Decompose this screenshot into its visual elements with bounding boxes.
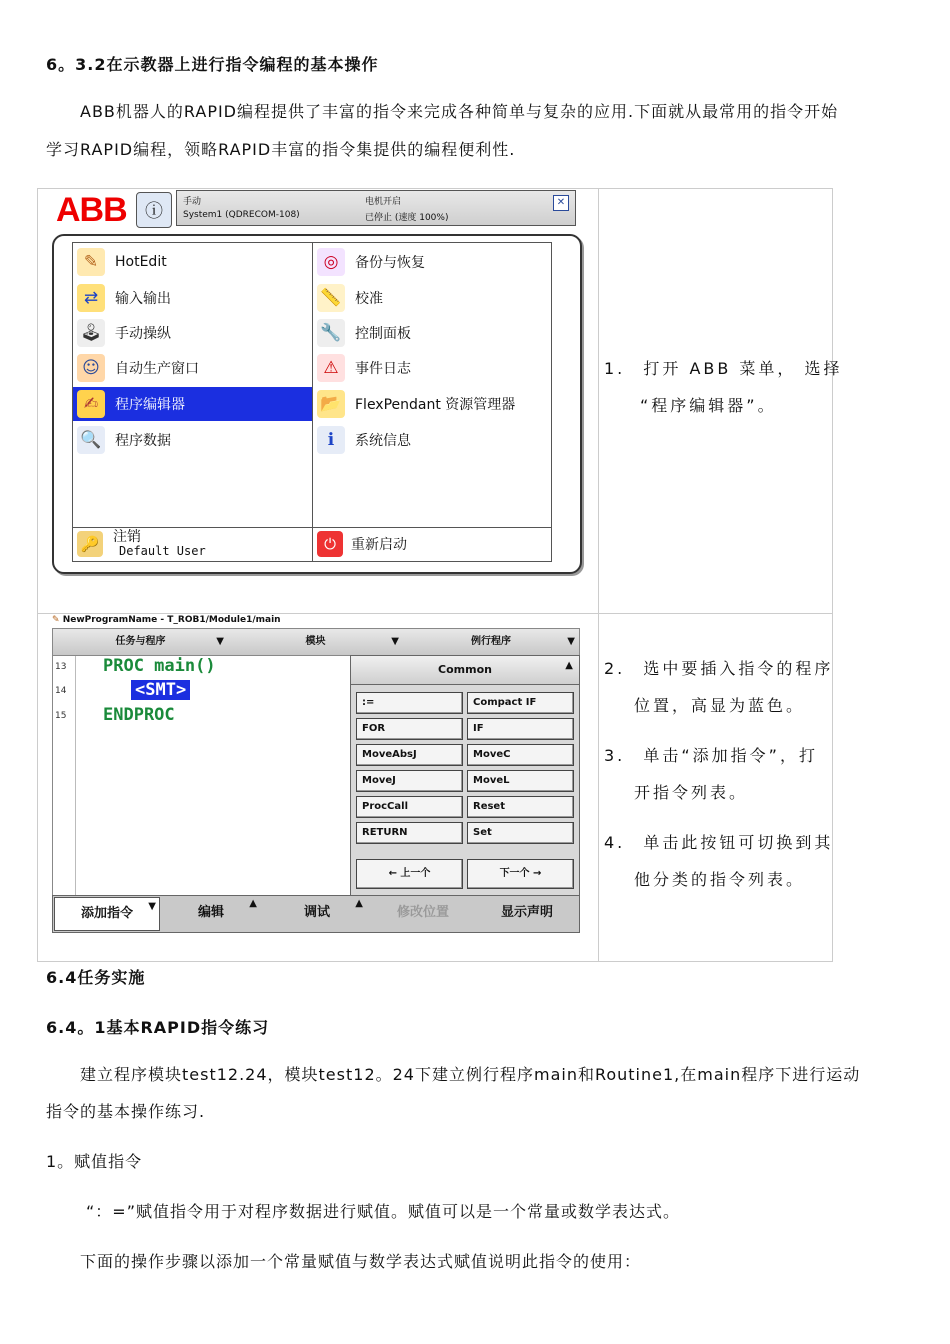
power-icon: ⏻ bbox=[317, 531, 343, 557]
instr-movec[interactable]: MoveC bbox=[467, 744, 574, 766]
line-number: 13 bbox=[55, 662, 67, 672]
col-routine-label: 例行程序 bbox=[471, 636, 511, 647]
editor-bottom-toolbar bbox=[52, 895, 580, 933]
abb-logo[interactable]: ABB bbox=[56, 191, 127, 229]
menu-item-label: 备份与恢复 bbox=[355, 255, 425, 271]
menu-item-calibration[interactable] bbox=[313, 281, 551, 315]
status-state: 已停止 (速度 100%) bbox=[365, 213, 449, 223]
menu-item-event-log[interactable] bbox=[313, 351, 551, 385]
menu-item-backup-restore[interactable] bbox=[313, 245, 551, 279]
show-declaration-tab[interactable]: 显示声明 bbox=[500, 905, 553, 920]
col-module-label: 模块 bbox=[305, 636, 326, 647]
section-heading-632: 6。3.2在示教器上进行指令编程的基本操作 bbox=[46, 55, 379, 74]
next-page-button[interactable]: 下一个 → bbox=[467, 859, 574, 889]
modify-position-tab[interactable]: 修改位置 bbox=[396, 905, 449, 920]
restart-label: 重新启动 bbox=[351, 537, 407, 553]
step3-line2: 开指令列表。 bbox=[634, 783, 749, 802]
instruction-category-label: Common bbox=[438, 663, 492, 676]
chevron-down-icon: ▼ bbox=[391, 636, 399, 647]
instr-reset[interactable]: Reset bbox=[467, 796, 574, 818]
code-line-smt-selected[interactable]: <SMT> bbox=[131, 680, 190, 700]
step4-line1 bbox=[604, 824, 833, 861]
section-heading-641: 6.4。1基本RAPID指令练习 bbox=[46, 1018, 270, 1037]
instruction-panel bbox=[350, 655, 580, 897]
menu-item-label: 手动操纵 bbox=[115, 326, 171, 342]
logout-label: 注销 bbox=[113, 529, 141, 545]
editor-title: NewProgramName - T_ROB1/Module1/main bbox=[62, 615, 281, 625]
menu-item-label: HotEdit bbox=[115, 254, 167, 270]
line-number: 15 bbox=[55, 711, 67, 721]
calibration-icon: 📏 bbox=[317, 284, 345, 312]
step-number: 3. bbox=[604, 746, 626, 765]
menu-item-label: 事件日志 bbox=[355, 361, 411, 377]
event-log-icon: ⚠ bbox=[317, 354, 345, 382]
menu-item-label: 控制面板 bbox=[355, 326, 411, 342]
auto-production-icon: ☺ bbox=[77, 354, 105, 382]
menu-item-program-editor[interactable] bbox=[73, 387, 312, 421]
line-number: 14 bbox=[55, 686, 67, 696]
menu-item-label: 输入输出 bbox=[115, 291, 171, 307]
intro-paragraph-line1: ABB机器人的RAPID编程提供了丰富的指令来完成各种简单与复杂的应用.下面就从最常用的指令开始 bbox=[80, 102, 839, 121]
status-system: System1 (QDRECOM-108) bbox=[183, 210, 300, 220]
prev-page-button[interactable]: ← 上一个 bbox=[356, 859, 463, 889]
menu-item-label: FlexPendant 资源管理器 bbox=[355, 397, 516, 413]
backup-restore-icon: ◎ bbox=[317, 248, 345, 276]
tab-label: 调试 bbox=[303, 905, 330, 920]
chevron-down-icon: ▼ bbox=[216, 636, 224, 647]
chevron-up-icon: ▲ bbox=[565, 660, 573, 671]
chevron-down-icon: ▼ bbox=[567, 636, 575, 647]
status-motor: 电机开启 bbox=[365, 197, 402, 207]
menu-item-jogging[interactable] bbox=[73, 316, 312, 350]
menu-item-io[interactable] bbox=[73, 281, 312, 315]
control-panel-icon: 🔧 bbox=[317, 319, 345, 347]
status-bar bbox=[176, 190, 576, 226]
col-task-label: 任务与程序 bbox=[115, 636, 166, 647]
step-text: 单击“添加指令”，打 bbox=[643, 746, 818, 765]
editor-program-icon: ✎ bbox=[52, 615, 60, 625]
menu-item-flexpendant-explorer[interactable] bbox=[313, 387, 551, 421]
instr-movej[interactable]: MoveJ bbox=[356, 770, 463, 792]
step-text: 单击此按钮可切换到其 bbox=[643, 833, 834, 852]
logout-user: Default User bbox=[119, 544, 206, 558]
instr-compact-if[interactable]: Compact IF bbox=[467, 692, 574, 714]
step2-line1 bbox=[604, 650, 833, 687]
menu-item-label: 自动生产窗口 bbox=[115, 361, 199, 377]
system-info-icon: ℹ bbox=[317, 426, 345, 454]
menu-item-system-info[interactable] bbox=[313, 423, 551, 457]
instr-return[interactable]: RETURN bbox=[356, 822, 463, 844]
menu-item-label: 校准 bbox=[355, 291, 383, 307]
step3-line1 bbox=[604, 737, 818, 774]
code-area[interactable] bbox=[52, 655, 352, 897]
step1-line2: “程序编辑器”。 bbox=[640, 396, 777, 415]
io-arrows-icon: ⇄ bbox=[77, 284, 105, 312]
logout-button[interactable] bbox=[73, 528, 312, 561]
step-number: 4. bbox=[604, 833, 626, 852]
step1-line1 bbox=[604, 350, 843, 387]
menu-item-label: 程序数据 bbox=[115, 433, 171, 449]
code-line-endproc[interactable]: ENDPROC bbox=[103, 705, 175, 725]
menu-item-auto-production[interactable] bbox=[73, 351, 312, 385]
code-line-proc[interactable]: PROC main() bbox=[103, 656, 216, 676]
hotedit-icon: ✎ bbox=[77, 248, 105, 276]
instr-moveabsj[interactable]: MoveAbsJ bbox=[356, 744, 463, 766]
tab-label: 添加指令 bbox=[80, 906, 133, 921]
instr-proccall[interactable]: ProcCall bbox=[356, 796, 463, 818]
chevron-down-icon: ▼ bbox=[148, 901, 156, 912]
step-number: 2. bbox=[604, 659, 626, 678]
close-window-icon[interactable]: ✕ bbox=[553, 195, 569, 211]
editor-column-header bbox=[52, 628, 580, 656]
add-instruction-tab[interactable] bbox=[54, 897, 160, 931]
instr-assign[interactable]: := bbox=[356, 692, 463, 714]
module-dropdown[interactable] bbox=[228, 629, 403, 655]
debug-tab[interactable] bbox=[265, 897, 369, 929]
task-dropdown[interactable] bbox=[53, 629, 228, 655]
instr-for[interactable]: FOR bbox=[356, 718, 463, 740]
operator-info-icon[interactable]: ⓘ bbox=[136, 192, 172, 228]
assign-heading: 1。赋值指令 bbox=[46, 1152, 143, 1171]
assign-description: “：=”赋值指令用于对程序数据进行赋值。赋值可以是一个常量或数学表达式。 bbox=[86, 1202, 680, 1221]
routine-dropdown[interactable] bbox=[403, 629, 579, 655]
chevron-up-icon: ▲ bbox=[249, 898, 257, 909]
step-number: 1. bbox=[604, 359, 626, 378]
joystick-icon: 🕹 bbox=[77, 319, 105, 347]
flexpendant-abb-menu-screenshot bbox=[50, 188, 582, 576]
instruction-category-switch[interactable] bbox=[351, 656, 579, 685]
assign-steps-intro: 下面的操作步骤以添加一个常量赋值与数学表达式赋值说明此指令的使用： bbox=[80, 1252, 642, 1271]
menu-item-label: 程序编辑器 bbox=[115, 397, 185, 413]
instr-set[interactable]: Set bbox=[467, 822, 574, 844]
menu-item-label: 系统信息 bbox=[355, 433, 411, 449]
menu-item-control-panel[interactable] bbox=[313, 316, 551, 350]
instr-movel[interactable]: MoveL bbox=[467, 770, 574, 792]
chevron-up-icon: ▲ bbox=[355, 898, 363, 909]
instr-if[interactable]: IF bbox=[467, 718, 574, 740]
section-heading-64: 6.4任务实施 bbox=[46, 968, 146, 987]
edit-tab[interactable] bbox=[159, 897, 263, 929]
task-paragraph-line1: 建立程序模块test12.24，模块test12。24下建立例行程序main和Routine1,在main程序下进行运动 bbox=[80, 1065, 861, 1084]
program-editor-screenshot bbox=[52, 612, 580, 932]
step2-line2: 位置，高显为蓝色。 bbox=[634, 696, 806, 715]
flexpendant-topbar bbox=[50, 188, 582, 238]
restart-button[interactable] bbox=[313, 528, 551, 561]
menu-item-hotedit[interactable] bbox=[73, 245, 312, 279]
explorer-folder-icon: 📂 bbox=[317, 390, 345, 418]
tab-label: 编辑 bbox=[197, 905, 224, 920]
editor-title-bar bbox=[52, 612, 580, 628]
step4-line2: 他分类的指令列表。 bbox=[634, 870, 806, 889]
task-paragraph-line2: 指令的基本操作练习. bbox=[46, 1102, 206, 1121]
intro-paragraph-line2: 学习RAPID编程，领略RAPID丰富的指令集提供的编程便利性. bbox=[46, 140, 516, 159]
step-text: 选中要插入指令的程序 bbox=[643, 659, 834, 678]
menu-item-program-data[interactable] bbox=[73, 423, 312, 457]
abb-menu-grid bbox=[72, 242, 552, 562]
key-icon: 🔑 bbox=[77, 531, 103, 557]
status-mode: 手动 bbox=[183, 197, 202, 207]
program-editor-icon: ✍ bbox=[77, 390, 105, 418]
step-text: 打开 ABB 菜单， 选择 bbox=[643, 359, 843, 378]
program-data-icon: 🔍 bbox=[77, 426, 105, 454]
